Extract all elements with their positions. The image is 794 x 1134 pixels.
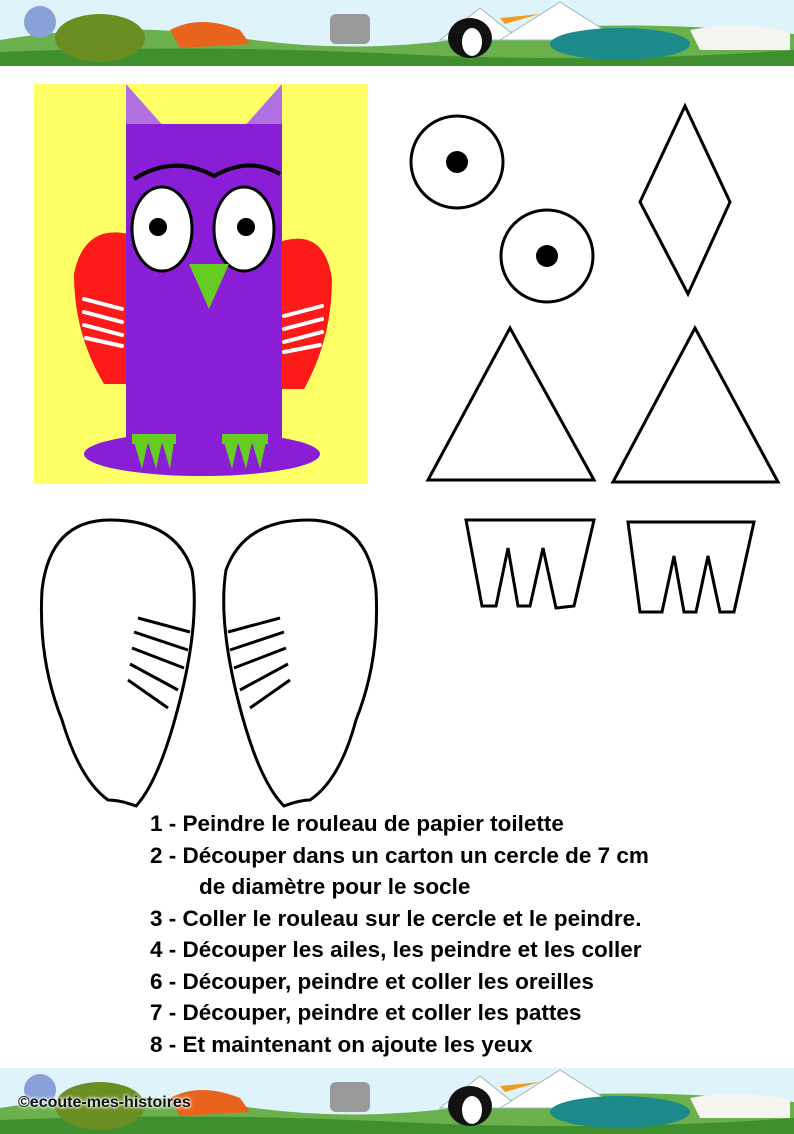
- eye-circle-template: [411, 116, 503, 208]
- instruction-step: 1 - Peindre le rouleau de papier toilette: [150, 811, 564, 836]
- instruction-step-continuation: de diamètre pour le socle: [199, 874, 471, 899]
- foot-template: [466, 520, 594, 608]
- beak-diamond-template: [640, 106, 730, 294]
- instruction-step: 8 - Et maintenant on ajoute les yeux: [150, 1031, 533, 1057]
- eye-circle-template: [501, 210, 593, 302]
- instruction-step: 7 - Découper, peindre et coller les pattes: [150, 1000, 582, 1025]
- instruction-step: 4 - Découper les ailes, les peindre et les coller: [150, 937, 642, 962]
- ear-triangle-template: [428, 328, 594, 480]
- wing-template: [224, 520, 377, 806]
- wing-template: [41, 520, 194, 806]
- ear-triangle-template: [613, 328, 778, 482]
- instruction-list: [150, 808, 649, 1060]
- copyright-credit: ©ecoute-mes-histoires: [18, 1094, 191, 1111]
- instruction-step: 6 - Découper, peindre et coller les oreilles: [150, 968, 594, 994]
- foot-template: [628, 522, 754, 612]
- footer-banner: [0, 1068, 794, 1134]
- instruction-step: 3 - Coller le rouleau sur le cercle et le peindre.: [150, 905, 642, 931]
- instruction-step: 2 - Découper dans un carton un cercle de 7 cm: [150, 842, 649, 868]
